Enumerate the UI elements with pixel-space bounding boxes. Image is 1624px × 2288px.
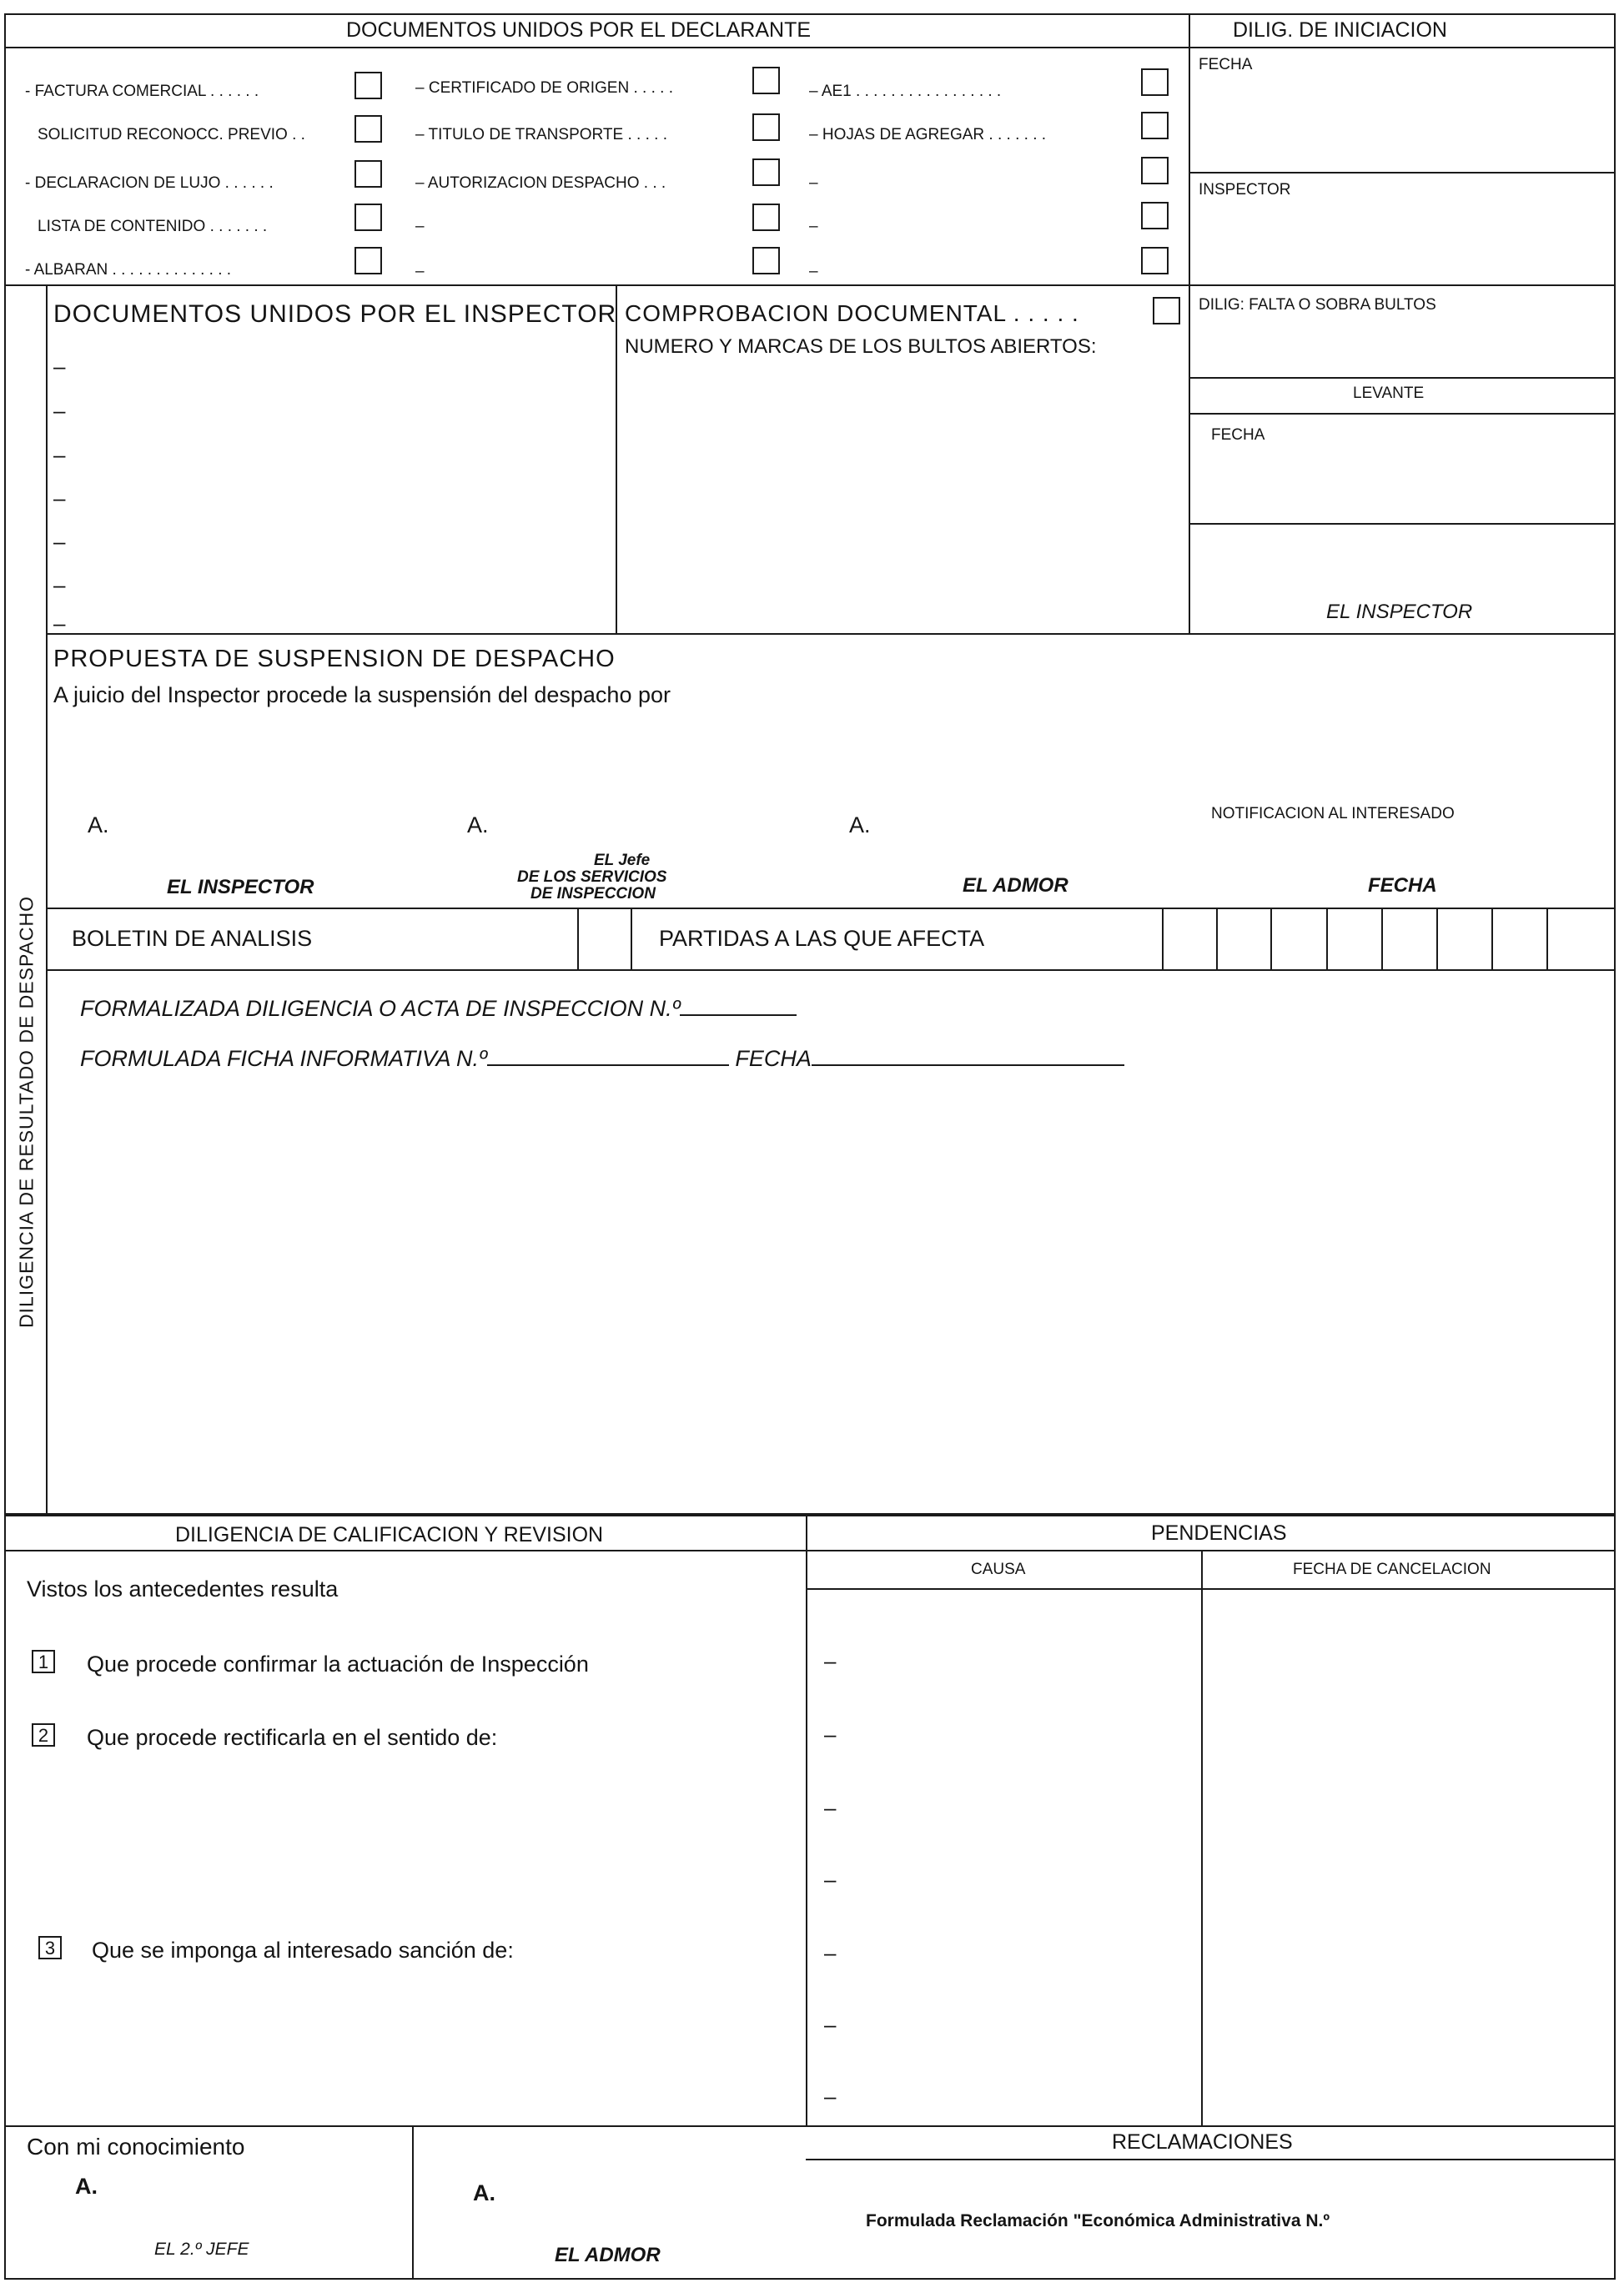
iniciacion-inspector-label: INSPECTOR xyxy=(1199,181,1291,199)
analisis-top-rule xyxy=(46,908,1616,909)
levante-el-inspector-label: EL INSPECTOR xyxy=(1326,601,1473,623)
doc-factura-comercial-checkbox[interactable] xyxy=(354,72,382,99)
footer-a-1: A. xyxy=(75,2174,98,2199)
pendencias-header: PENDENCIAS xyxy=(1151,1521,1287,1545)
comprobacion-checkbox[interactable] xyxy=(1153,297,1180,324)
suspension-a-2: A. xyxy=(467,812,489,837)
levante-fecha-label: FECHA xyxy=(1211,426,1265,444)
doc-ae1-checkbox[interactable] xyxy=(1141,68,1169,96)
suspension-a-1: A. xyxy=(88,812,109,837)
footer-a-2: A. xyxy=(473,2180,495,2205)
doc-col3-blank-3-checkbox[interactable] xyxy=(1141,157,1169,184)
analisis-div-2 xyxy=(631,908,632,969)
levante-top-rule xyxy=(1189,377,1616,379)
calificacion-item-2-number: 2 xyxy=(32,1723,55,1747)
reclamaciones-header-rule xyxy=(806,2159,1616,2160)
right-panel-divider xyxy=(1189,284,1190,633)
mid-section-bottom-rule xyxy=(46,633,1616,635)
suspension-sig-jefe-2: DE LOS SERVICIOS xyxy=(517,868,667,886)
pendencia-line-1: – xyxy=(824,1648,837,1673)
pendencia-line-6: – xyxy=(824,2012,837,2037)
fecha-cancelacion-label: FECHA DE CANCELACION xyxy=(1293,1561,1491,1578)
top-header-rule xyxy=(4,47,1616,48)
inspector-doc-line-5: – xyxy=(53,529,66,554)
partidas-cell-div-2 xyxy=(1216,908,1218,969)
analisis-div-1 xyxy=(577,908,579,969)
doc-albaran-checkbox[interactable] xyxy=(354,247,382,274)
doc-col3-blank-4-checkbox[interactable] xyxy=(1141,202,1169,229)
pendencia-line-3: – xyxy=(824,1795,837,1820)
conocimiento-label: Con mi conocimiento xyxy=(27,2134,245,2160)
inspector-doc-line-1: – xyxy=(53,354,66,379)
doc-col2-blank-4: – xyxy=(415,218,425,235)
reclamacion-formulada-line: Formulada Reclamación "Económica Administrativa N.º xyxy=(866,2211,1330,2230)
calificacion-header: DILIGENCIA DE CALIFICACION Y REVISION xyxy=(175,1523,604,1546)
doc-ae1-label: – AE1 . . . . . . . . . . . . . . . . . xyxy=(809,83,1002,100)
doc-autorizacion-despacho-checkbox[interactable] xyxy=(752,158,780,186)
doc-hojas-agregar-label: – HOJAS DE AGREGAR . . . . . . . xyxy=(809,126,1047,143)
comprobacion-title: COMPROBACION DOCUMENTAL . . . . . xyxy=(625,300,1079,326)
form-frame-top xyxy=(4,13,1616,1515)
doc-certificado-origen-label: – CERTIFICADO DE ORIGEN . . . . . xyxy=(415,79,673,97)
doc-col3-blank-3: – xyxy=(809,174,818,192)
partidas-cell-div-4 xyxy=(1326,908,1328,969)
ficha-number-field[interactable] xyxy=(487,1048,729,1066)
doc-col3-blank-5-checkbox[interactable] xyxy=(1141,247,1169,274)
suspension-text: A juicio del Inspector procede la suspensión del despacho por xyxy=(53,682,671,707)
suspension-sig-jefe-3: DE INSPECCION xyxy=(530,885,656,903)
vertical-strip-divider xyxy=(46,284,48,1515)
dilig-falta-sobra-label: DILIG: FALTA O SOBRA BULTOS xyxy=(1199,296,1436,314)
top-right-divider xyxy=(1189,13,1190,284)
calificacion-intro: Vistos los antecedentes resulta xyxy=(27,1576,339,1602)
inspector-doc-line-6: – xyxy=(53,572,66,597)
doc-col3-blank-5: – xyxy=(809,263,818,280)
doc-factura-comercial-label: - FACTURA COMERCIAL . . . . . . xyxy=(25,83,259,100)
partidas-cell-div-8 xyxy=(1546,908,1548,969)
suspension-title: PROPUESTA DE SUSPENSION DE DESPACHO xyxy=(53,646,616,672)
inspector-doc-line-3: – xyxy=(53,442,66,467)
pendencias-subheader-rule xyxy=(806,1588,1616,1590)
comprobacion-subtitle: NUMERO Y MARCAS DE LOS BULTOS ABIERTOS: xyxy=(625,335,1097,358)
doc-col2-blank-5: – xyxy=(415,263,425,280)
levante-label: LEVANTE xyxy=(1353,385,1425,402)
calificacion-item-3-number: 3 xyxy=(38,1936,62,1959)
partidas-cell-div-6 xyxy=(1436,908,1438,969)
footer-admor-label: EL ADMOR xyxy=(555,2244,661,2266)
form-frame-bottom xyxy=(4,1515,1616,2280)
analisis-bottom-rule xyxy=(46,969,1616,971)
inspector-doc-line-2: – xyxy=(53,398,66,423)
doc-declaracion-lujo-label: - DECLARACION DE LUJO . . . . . . xyxy=(25,174,274,192)
formalizada-diligencia-line: FORMALIZADA DILIGENCIA O ACTA DE INSPECCION N.º xyxy=(80,998,797,1020)
calificacion-item-3-text: Que se imponga al interesado sanción de: xyxy=(92,1938,514,1963)
doc-certificado-origen-checkbox[interactable] xyxy=(752,67,780,94)
inspector-docs-divider xyxy=(616,284,617,633)
partidas-cell-div-7 xyxy=(1491,908,1493,969)
doc-declaracion-lujo-checkbox[interactable] xyxy=(354,160,382,188)
notificacion-interesado-label: NOTIFICACION AL INTERESADO xyxy=(1211,805,1455,822)
resultado-despacho-vertical-label: DILIGENCIA DE RESULTADO DE DESPACHO xyxy=(15,895,38,1329)
causa-fecha-divider xyxy=(1201,1550,1203,2125)
doc-col2-blank-5-checkbox[interactable] xyxy=(752,247,780,274)
declarante-header: DOCUMENTOS UNIDOS POR EL DECLARANTE xyxy=(346,18,812,42)
suspension-a-3: A. xyxy=(849,812,871,837)
doc-titulo-transporte-label: – TITULO DE TRANSPORTE . . . . . xyxy=(415,126,667,143)
calificacion-item-1-number: 1 xyxy=(32,1650,55,1673)
iniciacion-header: DILIG. DE INICIACION xyxy=(1233,18,1447,42)
doc-lista-contenido-label: LISTA DE CONTENIDO . . . . . . . xyxy=(38,218,268,235)
footer-jefe-label: EL 2.º JEFE xyxy=(154,2240,249,2259)
doc-col2-blank-4-checkbox[interactable] xyxy=(752,204,780,231)
top-section-bottom-rule xyxy=(4,284,1616,286)
pendencia-line-5: – xyxy=(824,1940,837,1965)
calificacion-header-rule xyxy=(4,1550,1616,1551)
doc-hojas-agregar-checkbox[interactable] xyxy=(1141,112,1169,139)
iniciacion-fecha-label: FECHA xyxy=(1199,56,1253,73)
pendencia-line-4: – xyxy=(824,1867,837,1892)
doc-albaran-label: - ALBARAN . . . . . . . . . . . . . . xyxy=(25,261,232,279)
doc-lista-contenido-checkbox[interactable] xyxy=(354,204,382,231)
pendencia-line-7: – xyxy=(824,2084,837,2109)
inspector-doc-line-7: – xyxy=(53,611,66,636)
causa-label: CAUSA xyxy=(971,1561,1026,1578)
footer-left-divider xyxy=(412,2125,414,2280)
suspension-sig-jefe-1: EL Jefe xyxy=(594,852,651,869)
suspension-sig-inspector: EL INSPECTOR xyxy=(167,876,314,898)
levante-fecha-rule xyxy=(1189,523,1616,525)
partidas-cell-div-3 xyxy=(1270,908,1272,969)
partidas-cell-div-1 xyxy=(1162,908,1164,969)
ficha-fecha-field[interactable] xyxy=(812,1048,1124,1066)
calificacion-pendencias-divider xyxy=(806,1515,807,2125)
acta-number-field[interactable] xyxy=(680,998,797,1016)
doc-solicitud-label: SOLICITUD RECONOCC. PREVIO . . xyxy=(38,126,305,143)
inspector-docs-title: DOCUMENTOS UNIDOS POR EL INSPECTOR xyxy=(53,300,617,328)
inspector-doc-line-4: – xyxy=(53,485,66,510)
calificacion-item-2-text: Que procede rectificarla en el sentido de: xyxy=(87,1725,498,1750)
levante-bottom-rule xyxy=(1189,413,1616,415)
pendencia-line-2: – xyxy=(824,1722,837,1747)
doc-titulo-transporte-checkbox[interactable] xyxy=(752,113,780,141)
fecha-inspector-rule xyxy=(1189,172,1616,173)
footer-top-rule xyxy=(4,2125,1616,2127)
suspension-sig-fecha: FECHA xyxy=(1368,874,1437,897)
formulada-ficha-line: FORMULADA FICHA INFORMATIVA N.º FECHA xyxy=(80,1048,1124,1070)
partidas-cell-div-5 xyxy=(1381,908,1383,969)
doc-autorizacion-despacho-label: – AUTORIZACION DESPACHO . . . xyxy=(415,174,666,192)
calificacion-item-1-text: Que procede confirmar la actuación de Inspección xyxy=(87,1652,589,1677)
boletin-analisis-label: BOLETIN DE ANALISIS xyxy=(72,926,313,951)
suspension-sig-admor: EL ADMOR xyxy=(963,874,1068,897)
doc-col3-blank-4: – xyxy=(809,218,818,235)
doc-solicitud-checkbox[interactable] xyxy=(354,115,382,143)
partidas-afecta-label: PARTIDAS A LAS QUE AFECTA xyxy=(659,926,985,951)
reclamaciones-header: RECLAMACIONES xyxy=(1112,2130,1293,2154)
